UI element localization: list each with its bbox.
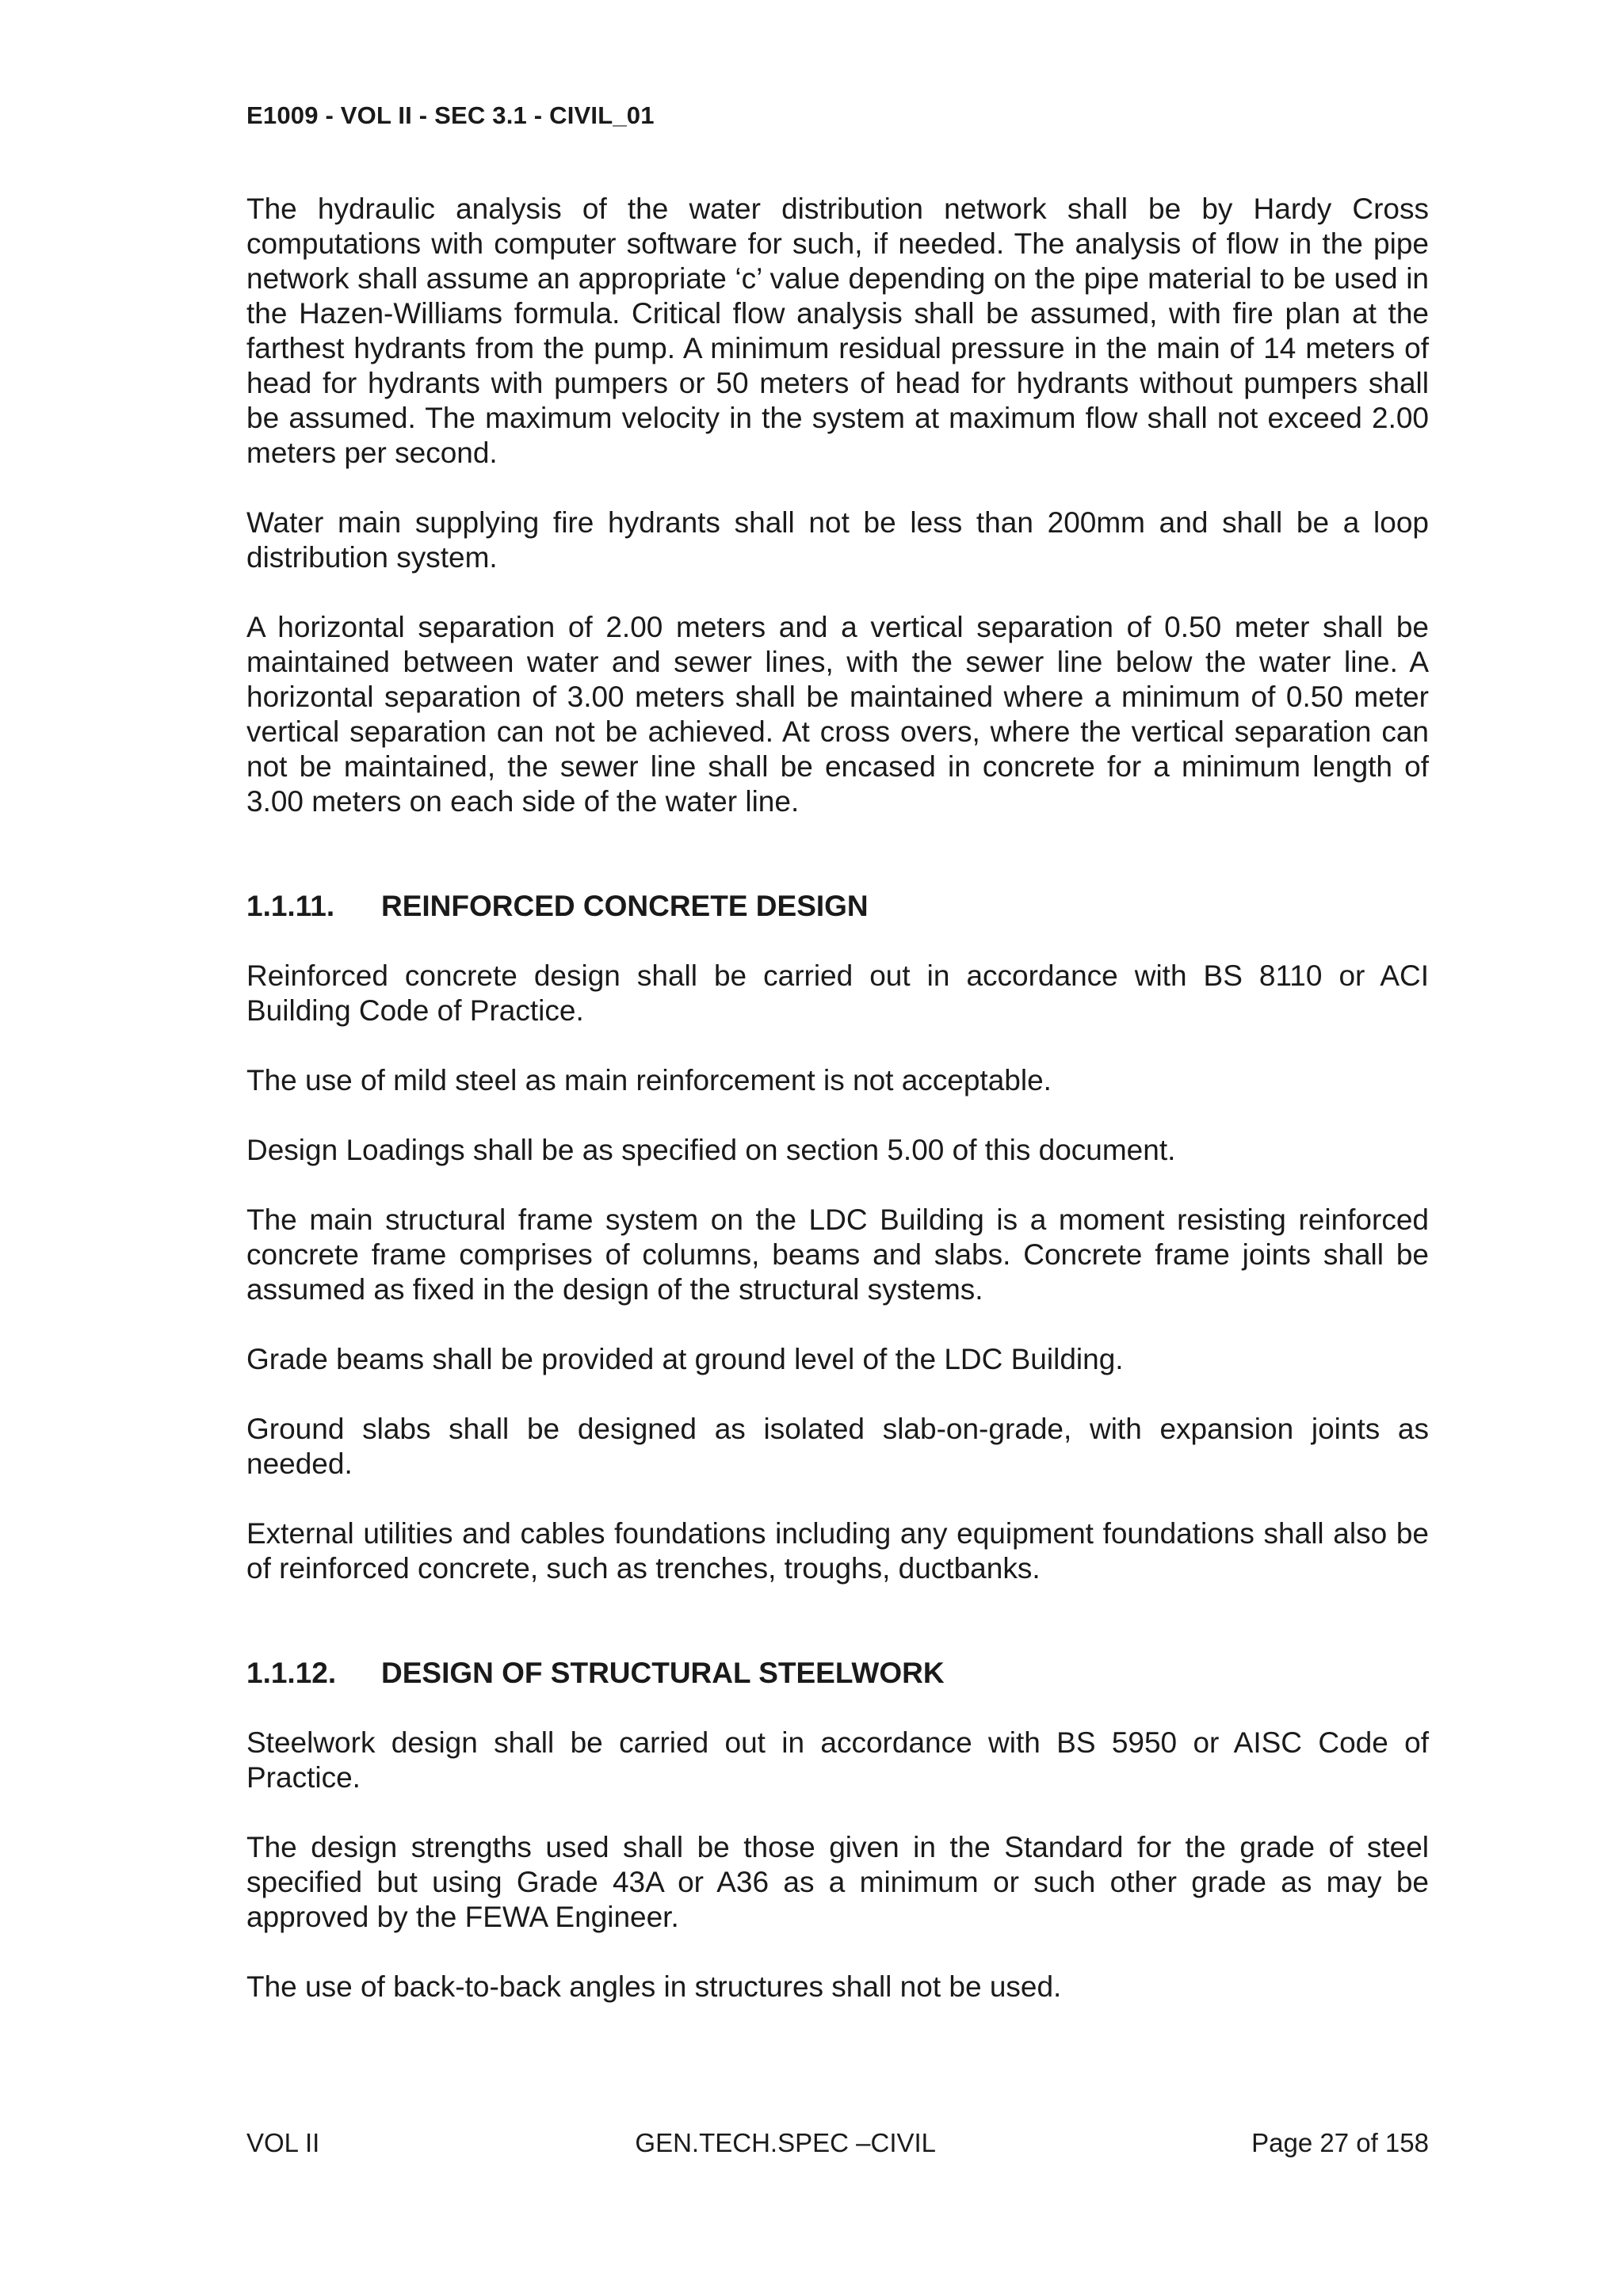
paragraph-back-to-back-angles: The use of back-to-back angles in structures shall not be used. bbox=[246, 1970, 1062, 2003]
section-title: DESIGN OF STRUCTURAL STEELWORK bbox=[381, 1657, 945, 1689]
document-header-code: E1009 - VOL II - SEC 3.1 - CIVIL_01 bbox=[246, 101, 655, 129]
footer-spec-title: GEN.TECH.SPEC –CIVIL bbox=[635, 2128, 937, 2157]
paragraph-grade-beams: Grade beams shall be provided at ground level of the LDC Building. bbox=[246, 1343, 1124, 1375]
paragraph-design-loadings: Design Loadings shall be as specified on section 5.00 of this document. bbox=[246, 1134, 1176, 1166]
paragraph-concrete-code: Reinforced concrete design shall be carried out in accordance with BS 8110 or ACI Building Code of Practice. bbox=[246, 959, 1429, 1027]
section-number: 1.1.12. bbox=[246, 1657, 337, 1689]
paragraph-steelwork-code: Steelwork design shall be carried out in accordance with BS 5950 or AISC Code of Practice. bbox=[246, 1726, 1429, 1794]
paragraph-water-main: Water main supplying fire hydrants shall not be less than 200mm and shall be a loop distribution system. bbox=[246, 506, 1429, 574]
document-body bbox=[246, 192, 1429, 2039]
footer-volume: VOL II bbox=[246, 2128, 320, 2157]
footer-page-number: Page 27 of 158 bbox=[1251, 2128, 1429, 2157]
document-footer bbox=[246, 2128, 1429, 2158]
paragraph-separation: A horizontal separation of 2.00 meters and a vertical separation of 0.50 meter shall be maintained between water and sewer lines, with the sewer line below the water line. A horizontal separation of 3.00 meters shall be maintained where a minimum of 0.50 meter vertical separation can not be achieved. At cross overs, where the vertical separation can not be maintained, the sewer line shall be encased in concrete for a minimum length of 3.00 meters on each side of the water line. bbox=[246, 611, 1429, 818]
paragraph-design-strengths: The design strengths used shall be those given in the Standard for the grade of steel specified but using Grade 43A or A36 as a minimum or such other grade as may be approved by the FEWA Engineer. bbox=[246, 1831, 1429, 1933]
paragraph-external-utilities: External utilities and cables foundations including any equipment foundations shall also be of reinforced concrete, such as trenches, troughs, ductbanks. bbox=[246, 1517, 1429, 1585]
section-number: 1.1.11. bbox=[246, 890, 335, 922]
section-heading-structural-steelwork bbox=[246, 1656, 1429, 1691]
paragraph-mild-steel: The use of mild steel as main reinforcement is not acceptable. bbox=[246, 1064, 1052, 1097]
paragraph-structural-frame: The main structural frame system on the LDC Building is a moment resisting reinforced concrete frame comprises of columns, beams and slabs. Concrete frame joints shall be assumed as fixed in the design of the structural systems. bbox=[246, 1203, 1429, 1306]
paragraph-hydraulic-analysis: The hydraulic analysis of the water distribution network shall be by Hardy Cross computations with computer software for such, if needed. The analysis of flow in the pipe network shall assume an appropriate ‘c’ value depending on the pipe material to be used in the Hazen-Williams formula. Critical flow analysis shall be assumed, with fire plan at the farthest hydrants from the pump. A minimum residual pressure in the main of 14 meters of head for hydrants with pumpers or 50 meters of head for hydrants without pumpers shall be assumed. The maximum velocity in the system at maximum flow shall not exceed 2.00 meters per second. bbox=[246, 193, 1429, 469]
section-title: REINFORCED CONCRETE DESIGN bbox=[381, 890, 869, 922]
section-heading-reinforced-concrete bbox=[246, 889, 1429, 924]
paragraph-ground-slabs: Ground slabs shall be designed as isolated slab-on-grade, with expansion joints as needed. bbox=[246, 1413, 1429, 1480]
